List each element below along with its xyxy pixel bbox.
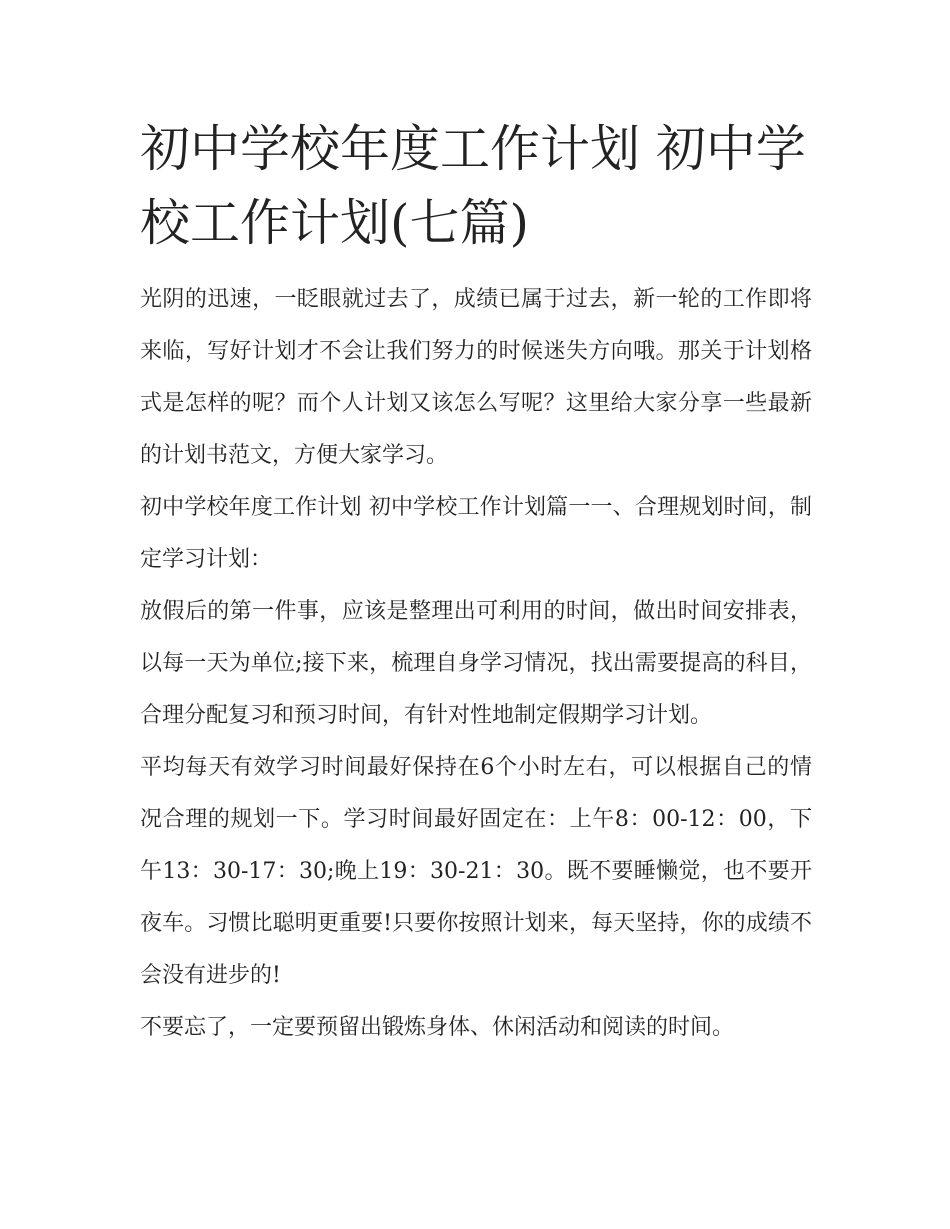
document-title: 初中学校年度工作计划 初中学校工作计划(七篇): [140, 120, 806, 252]
paragraph-time-arrangement: 放假后的第一件事，应该是整理出可利用的时间，做出时间安排表，以每一天为单位;接下来，梳理自身学习情况，找出需要提高的科目，合理分配复习和预习时间，有针对性地制定假期学习计划。: [140, 599, 812, 728]
paragraph-section-heading: 初中学校年度工作计划 初中学校工作计划篇一一、合理规划时间，制定学习计划：: [140, 495, 812, 572]
document-content: [140, 112, 812, 1054]
paragraph-study-schedule: 平均每天有效学习时间最好保持在6个小时左右，可以根据自己的情况合理的规划一下。学习时间最好固定在：上午8：00-12：00，下午13：30-17：30;晚上19：30-21：30。既不要睡懒觉，也不要开夜车。习惯比聪明更重要!只要你按照计划来，每天坚持，你的成绩不会没有进步的!: [140, 755, 812, 988]
paragraph-reserve-time: 不要忘了，一定要预留出锻炼身体、休闲活动和阅读的时间。: [140, 1015, 735, 1040]
paragraph-intro: 光阴的迅速，一眨眼就过去了，成绩已属于过去，新一轮的工作即将来临，写好计划才不会让我们努力的时候迷失方向哦。那关于计划格式是怎样的呢？而个人计划又该怎么写呢？这里给大家分享一些最新的计划书范文，方便大家学习。: [140, 287, 812, 468]
